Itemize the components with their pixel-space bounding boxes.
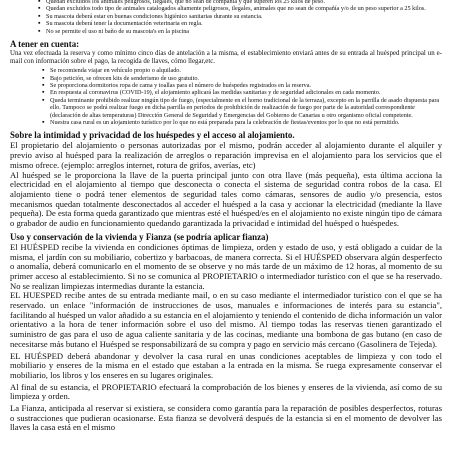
- list-item: ▪ Su mascota deberá tener la documentación veterinaria en regla.: [38, 20, 442, 27]
- list-item: ▪ Bajo petición, se ofrecen kits de senderismo de uso gratuito.: [42, 75, 442, 82]
- list-item: ▪ En respuesta al coronavirus (COVID-19), el alojamiento aplicará las medidas sanitarias y de seguridad adicionales en cada momento.: [42, 89, 442, 96]
- paragraph: Al huésped se le proporciona la llave de la puerta principal junto con otra llave (más pequeña), esta última acciona la electricidad en el alojamiento al tiempo que desconecta o conecta el sistema de seguridad contra robos de la casa. El alojamiento tiene o podrá tener elementos de seguridad tales como cámaras, sensores de audio y/o presencia, estos mecanismos quedan totalmente desconectados al acceder el huésped a la casa y accionar la electricidad (mediante la llave pequeña). De esta forma queda garantizado que mientras esté el huésped/es en el alojamiento no existe ningún tipo de cámara o grabador de audio en funcionamiento quedando garantizada la privacidad e intimidad del huésped o huéspedes.: [10, 169, 442, 229]
- list-item: ▪ Su mascota deberá estar en buenas condiciones higiénico sanitarias durante su estancia.: [38, 13, 442, 20]
- paragraph: EL HUÉSPED deberá abandonar y devolver la casa rural en unas condiciones aceptables de limpieza y con todo el mobiliario y enseres de la misma en el estado que estaban a la entrada en la misma. Se ruega expresamente conservar el mobiliario, los libros y los enseres en su lugares originales.: [10, 350, 442, 380]
- pet-rules-list: [38, 0, 442, 35]
- list-item: ▪ Se recomienda viajar en vehículo propio o alquilado.: [42, 67, 442, 74]
- list-item: ▪ Quedan excluidos todo tipo de animales catalogados altamente peligrosos, ilegales, animales que no sean de compañía y/o de un peso superior a 25 kilos.: [38, 5, 442, 12]
- paragraph: Una vez efectuada la reserva y como mínimo cinco días de antelación a la misma, el establecimiento enviará antes de su entrada al huésped principal un e-mail con información sobre el pago, la recogida de llaves, cómo llegar,etc.: [10, 50, 442, 66]
- list-item: ▪ Queda terminante prohibido realizar ningún tipo de fuego, (especialmente en el horno tradicional de la terraza), excepto en la parrilla de asado dispuesta para ello. Tampoco se podrá realizar fuego en dicha parrilla en periodos de prohibición de realización de fuego por parte de la autoridad correspondiente (declaración de altas temperaturas) Dirección General de Seguridad y Emergencias del Gobierno de Canarias u otro organismo oficial competente.: [42, 97, 442, 119]
- section-heading: A tener en cuenta:: [10, 39, 80, 50]
- list-item: ▪ No se permite el uso ni baño de su mascota's en la piscina: [38, 28, 442, 35]
- notice-list: [42, 67, 442, 126]
- paragraph: La Fianza, anticipada al reservar si existiera, se considera como garantía para la reparación de posibles desperfectos, roturas o sustracciones que pudieran ocasionarse. Esta fianza se devolverá después de la estancia si en el momento de devolver las llaves la casa está en el mismo: [10, 403, 442, 433]
- section-heading: Sobre la intimidad y privacidad de los huéspedes y el acceso al alojamiento.: [10, 130, 295, 141]
- paragraph: El propietario del alojamiento o personas autorizadas por el mismo, podrán acceder al alojamiento durante el alquiler y previo aviso al huésped para la realización de arreglos o reparación imprevisa en el alojamiento para los servicios que el mismo ofrece. (ejemplo: arreglos internet, rotura de grifos, averías, etc): [10, 140, 442, 170]
- document-page: [10, 0, 442, 433]
- paragraph: El HUÉSPED recibe la vivienda en condiciones óptimas de limpieza, orden y estado de uso, y está obligado a cuidar de la misma, el jardín con su mobiliario, cobertizo y barbacoas, de manera correcta. Si el HUÉSPED observara algún desperfecto o anomalía, deberá comunicarlo en el momento de se observe y no más tarde de un máximo de 12 horas, al momento de su primer acceso al establecimiento. Si no se comunica al PROPIETARIO o intermediador turístico con el que se ha reservado. No se realizan limpiezas intermedias durante la estancia.: [10, 241, 442, 291]
- paragraph: EL HUESPED recibe antes de su entrada mediante mail, o en su caso mediante el intermediador turístico con el que se ha reservado. un enlace "información de instrucciones de usos, manuales e informaciones de interés para su estancia", facilitando al huésped un valor añadido a su estancia en el alojamiento y teniendo el contenido de dicha información un valor orientativo a la hora de tener información sobre el uso del mismo. Al tiempo todas las reservas tienen garantizado el suministro de gas para el uso de agua caliente sanitaria y de las cocinas, mediante una bombona de gas butano (en caso de necesitarse más butano el Huésped se responsabilizará de su compra y pago en servicio más cercano (Gasolinera de Tejeda).: [10, 290, 442, 349]
- paragraph: Al final de su estancia, el PROPIETARIO efectuará la comprobación de los bienes y enseres de la vivienda, así como de su limpieza y orden.: [10, 381, 442, 402]
- section-heading: Uso y conservación de la vivienda y Fianza (se podría aplicar fianza): [10, 231, 269, 242]
- list-item: ▪ Se proporciona dormitorios ropa de cama y toallas para el número de huéspedes registrados en la reserva.: [42, 82, 442, 89]
- list-item: ▪ Quedan excluidos los animales peligrosos, ilegales, que no sean de compañía y que superen los 25 kilos de peso.: [38, 0, 442, 5]
- list-item: ▪ Nuestra casa rural es un alojamiento turístico por lo que no está preparada para la celebración de fiestas/eventos por lo que no está permitido.: [42, 119, 442, 126]
